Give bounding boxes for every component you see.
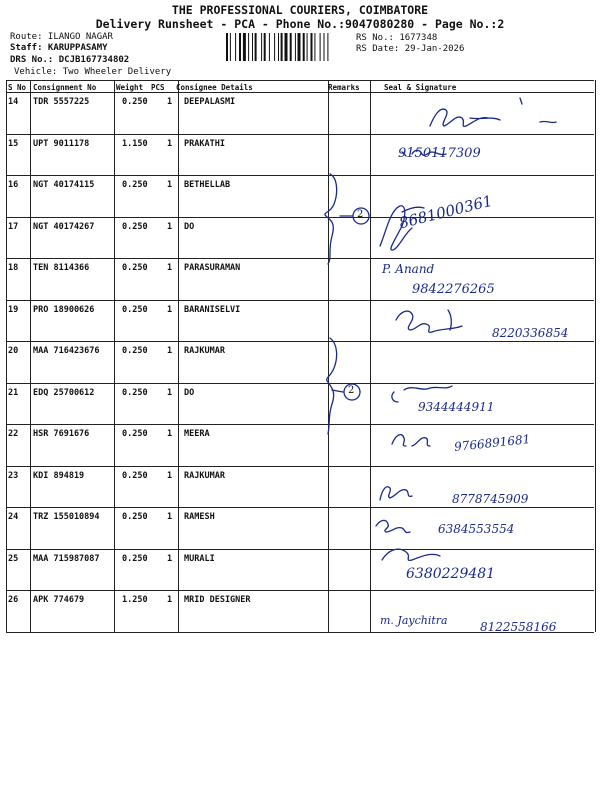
row-divider (6, 341, 594, 342)
vehicle-label: Vehicle: Two Wheeler Delivery (14, 67, 172, 77)
barcode-bar (264, 33, 266, 61)
row-divider (6, 424, 594, 425)
cell-weight: 0.250 (122, 429, 148, 439)
header-bottom-border (6, 92, 594, 93)
cell-consignment-no: NGT 40174267 (33, 221, 95, 232)
cell-pcs: 1 (167, 97, 173, 107)
cell-consignment-no: KDI 894819 (33, 470, 85, 481)
cell-sno: 24 (8, 512, 19, 522)
cell-weight: 0.250 (122, 553, 148, 564)
cell-consignment-no: HSR 7691676 (33, 429, 90, 439)
drs-label: DRS No.: DCJB167734802 (10, 55, 130, 65)
barcode-image (226, 33, 350, 61)
barcode-bar (261, 33, 262, 61)
barcode-bar (226, 33, 228, 61)
barcode-bar (295, 33, 296, 61)
cell-sno: 25 (8, 553, 19, 564)
cell-consignee: DO (184, 221, 195, 232)
barcode-bar (281, 33, 283, 61)
barcode-bar (255, 33, 257, 61)
cell-weight: 0.250 (122, 221, 148, 232)
barcode-bar (320, 33, 321, 61)
row-divider (6, 466, 594, 467)
cell-pcs: 1 (167, 138, 173, 149)
cell-weight: 0.250 (122, 263, 148, 273)
cell-pcs: 1 (167, 512, 173, 522)
cell-weight: 1.250 (122, 595, 148, 605)
barcode-bar (252, 33, 253, 61)
barcode-bar (298, 33, 301, 61)
cell-consignee: MEERA (184, 429, 210, 439)
cell-consignment-no: MAA 716423676 (33, 346, 100, 356)
cell-pcs: 1 (167, 346, 173, 356)
header-remarks: Remarks (328, 83, 360, 92)
row-divider (6, 134, 594, 135)
rs-date: RS Date: 29-Jan-2026 (356, 44, 465, 54)
cell-consignment-no: APK 774679 (33, 595, 85, 605)
barcode-bar (274, 33, 275, 61)
route-label: Route: ILANGO NAGAR (10, 32, 113, 42)
cell-sno: 18 (8, 263, 19, 273)
cell-sno: 23 (8, 470, 19, 481)
cell-consignment-no: NGT 40174115 (33, 180, 95, 190)
row-divider (6, 300, 594, 301)
rs-number: RS No.: 1677348 (356, 33, 438, 43)
header-seal-signature: Seal & Signature (384, 83, 457, 92)
row-divider (6, 217, 594, 218)
cell-weight: 0.250 (122, 512, 148, 522)
handwritten-phone: 9150117309 (398, 146, 481, 161)
cell-sno: 20 (8, 346, 19, 356)
barcode-bar (311, 33, 313, 61)
cell-sno: 22 (8, 429, 19, 439)
handwritten-phone: 9766891681 (453, 432, 531, 454)
barcode-bar (290, 33, 292, 61)
cell-consignee: PARASURAMAN (184, 263, 241, 273)
handwritten-phone: 6384553554 (438, 522, 515, 536)
cell-sno: 16 (8, 180, 19, 190)
header-pcs: PCS (151, 83, 165, 92)
cell-pcs: 1 (167, 387, 173, 398)
handwritten-phone: 9842276265 (412, 282, 495, 297)
cell-pcs: 1 (167, 595, 173, 605)
row-divider (6, 383, 594, 384)
cell-pcs: 1 (167, 304, 173, 315)
cell-pcs: 1 (167, 429, 173, 439)
barcode-bar (230, 33, 231, 61)
cell-pcs: 1 (167, 263, 173, 273)
cell-sno: 26 (8, 595, 19, 605)
cell-consignment-no: UPT 9011178 (33, 138, 90, 149)
cell-sno: 17 (8, 221, 19, 232)
row-divider (6, 549, 594, 550)
cell-consignee: RAJKUMAR (184, 346, 225, 356)
cell-weight: 0.250 (122, 180, 148, 190)
barcode-bar (239, 33, 241, 61)
cell-consignment-no: MAA 715987087 (33, 553, 100, 564)
cell-sno: 14 (8, 97, 19, 107)
handwritten-phone: 9344444911 (418, 400, 495, 414)
barcode-bar (314, 33, 315, 61)
cell-consignment-no: EDQ 25700612 (33, 387, 95, 398)
header-consignment-no: Consignment No (33, 83, 97, 92)
barcode-bar (278, 33, 279, 61)
cell-consignee: BARANISELVI (184, 304, 241, 315)
cell-pcs: 1 (167, 553, 173, 564)
handwritten-phone: 8681000361 (397, 191, 495, 233)
cell-weight: 0.250 (122, 470, 148, 481)
barcode-bar (324, 33, 325, 61)
barcode-bar (248, 33, 249, 61)
cell-consignment-no: TDR 5557225 (33, 97, 90, 107)
barcode-bar (243, 33, 246, 61)
row-divider (6, 590, 594, 591)
table-top-border (6, 80, 594, 81)
row-divider (6, 258, 594, 259)
runsheet-subtitle: Delivery Runsheet - PCA - Phone No.:9047080280 - Page No.:2 (95, 17, 505, 31)
barcode-bar (269, 33, 270, 61)
cell-weight: 0.250 (122, 97, 148, 107)
cell-consignment-no: TEN 8114366 (33, 263, 90, 273)
cell-sno: 19 (8, 304, 19, 315)
cell-consignee: RAJKUMAR (184, 470, 225, 481)
cell-consignee: MURALI (184, 553, 215, 564)
cell-weight: 0.250 (122, 304, 148, 315)
row-divider (6, 175, 594, 176)
handwritten-phone: 8220336854 (492, 326, 569, 340)
barcode-bar (235, 33, 236, 61)
cell-pcs: 1 (167, 470, 173, 481)
cell-weight: 0.250 (122, 346, 148, 356)
cell-pcs: 1 (167, 180, 173, 190)
barcode-bar (307, 33, 308, 61)
cell-consignment-no: TRZ 155010894 (33, 512, 100, 522)
staff-label: Staff: KARUPPASAMY (10, 43, 108, 53)
cell-consignee: DO (184, 387, 195, 398)
cell-sno: 21 (8, 387, 19, 398)
row-divider (6, 507, 594, 508)
cell-consignee: DEEPALASMI (184, 97, 236, 107)
cell-weight: 0.250 (122, 387, 148, 398)
handwritten-name: m. Jaychitra (380, 614, 448, 627)
handwritten-name: P. Anand (382, 262, 435, 276)
cell-sno: 15 (8, 138, 19, 149)
barcode-bar (285, 33, 288, 61)
handwritten-phone: 8778745909 (452, 492, 529, 506)
header-consignee-details: Consignee Details (176, 83, 253, 92)
cell-consignee: RAMESH (184, 512, 215, 522)
handwritten-phone: 6380229481 (406, 566, 496, 582)
group-count: 2 (348, 385, 355, 396)
cell-weight: 1.150 (122, 138, 148, 149)
header-weight: Weight (116, 83, 144, 92)
header-sno: S No (8, 83, 27, 92)
company-title: THE PROFESSIONAL COURIERS, COIMBATORE (171, 3, 429, 17)
cell-pcs: 1 (167, 221, 173, 232)
cell-consignee: MRID DESIGNER (184, 595, 251, 605)
cell-consignee: BETHELLAB (184, 180, 231, 190)
cell-consignment-no: PRO 18900626 (33, 304, 95, 315)
cell-consignee: PRAKATHI (184, 138, 225, 149)
barcode-bar (327, 33, 328, 61)
handwritten-phone: 8122558166 (480, 620, 557, 634)
group-count: 2 (357, 209, 364, 220)
barcode-bar (303, 33, 305, 61)
